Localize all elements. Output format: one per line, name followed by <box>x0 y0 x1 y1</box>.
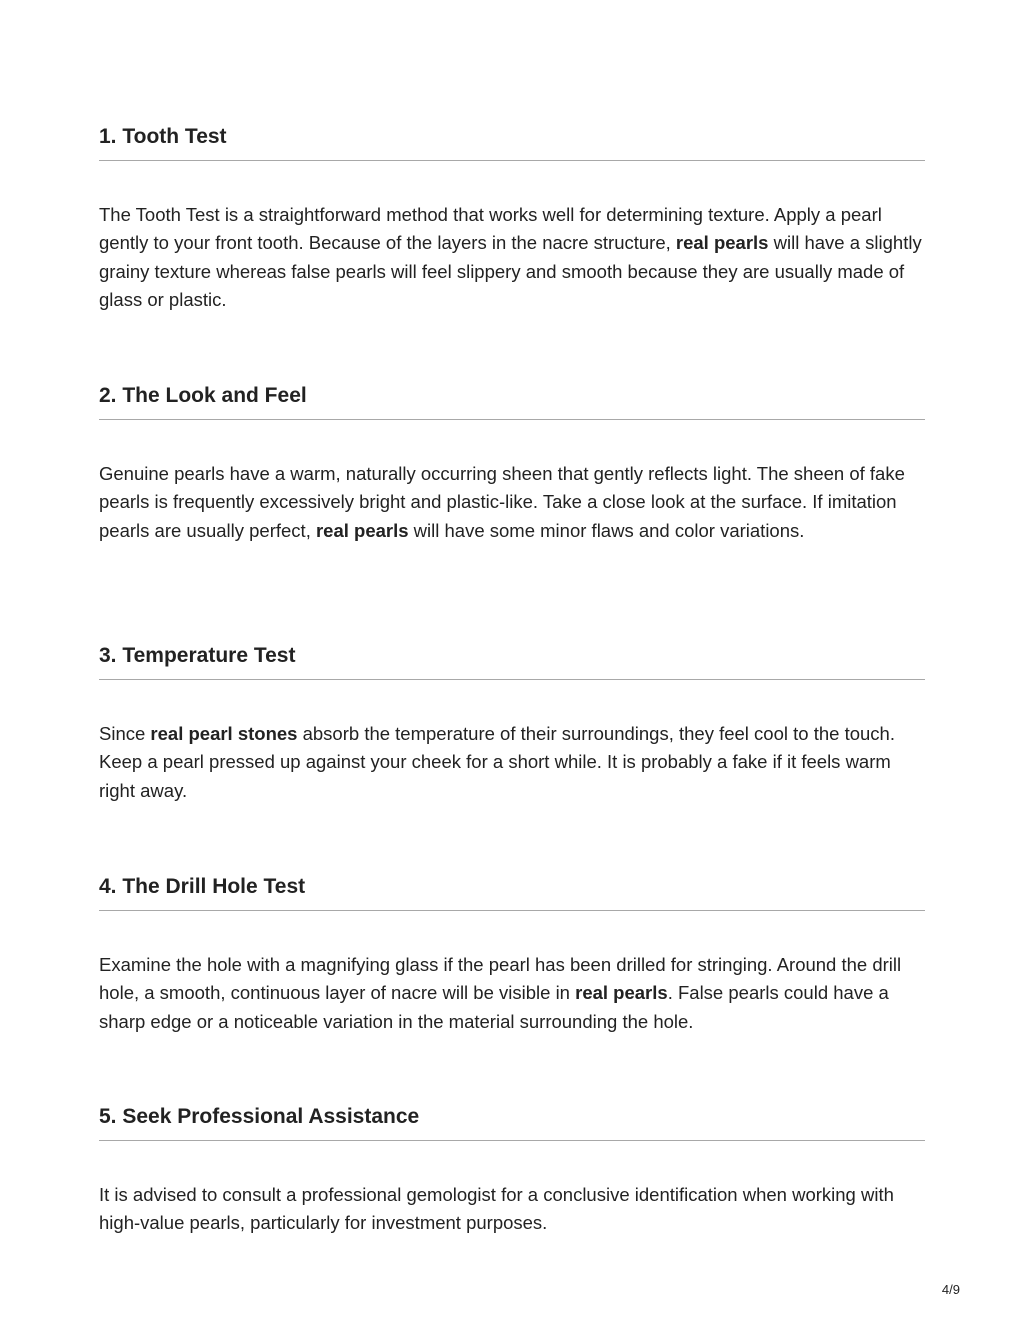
section-body <box>99 1181 925 1238</box>
section-title: 1. Tooth Test <box>99 125 227 148</box>
section-body <box>99 951 925 1036</box>
section-drill-hole-test <box>99 874 925 1036</box>
section-title: 2. The Look and Feel <box>99 384 307 407</box>
section-title: 3. Temperature Test <box>99 644 296 667</box>
section-title: 4. The Drill Hole Test <box>99 875 306 898</box>
section-professional-assistance <box>99 1104 925 1238</box>
section-look-and-feel <box>99 383 925 545</box>
body-text: will have some minor flaws and color variations. <box>408 519 805 541</box>
bold-keyword: real pearls <box>575 982 668 1004</box>
section-divider <box>99 419 925 420</box>
section-divider <box>99 1140 925 1141</box>
section-divider <box>99 160 925 161</box>
bold-keyword: real pearls <box>675 232 769 254</box>
body-text: Examine the hole with a magnifying glass if the pearl has been drilled for stringing. Around the drill hole, a smooth, continuous layer of nacre will be visible in <box>99 954 902 1004</box>
section-divider <box>99 910 925 911</box>
section-body <box>99 720 925 805</box>
body-text: Genuine pearls have a warm, naturally occurring sheen that gently reflects light. The sheen of fake pearls is frequently excessively bright and plastic-like. Take a close look at the surface. If imitation pearls are usually perfect, <box>99 463 905 541</box>
body-text: The Tooth Test is a straightforward method that works well for determining texture. Apply a pearl gently to your front tooth. Because of the layers in the nacre structure, <box>99 204 882 254</box>
section-body <box>99 460 925 545</box>
body-text: will have a slightly grainy texture whereas false pearls will feel slippery and smooth because they are usually made of glass or plastic. <box>99 232 922 310</box>
section-title: 5. Seek Professional Assistance <box>99 1105 420 1128</box>
bold-keyword: real pearls <box>315 519 409 541</box>
page-number: 4/9 <box>941 1282 960 1297</box>
section-tooth-test <box>99 124 925 314</box>
section-divider <box>99 679 925 680</box>
bold-keyword: real pearl stones <box>150 723 298 744</box>
body-text: absorb the temperature of their surroundings, they feel cool to the touch. Keep a pearl pressed up against your cheek for a short while. It is probably a fake if it feels warm right away. <box>99 723 895 801</box>
body-text: It is advised to consult a professional gemologist for a conclusive identification when working with high-value pearls, particularly for investment purposes. <box>99 1184 894 1234</box>
body-text: Since <box>99 723 151 744</box>
section-body <box>99 201 925 314</box>
body-text: . False pearls could have a sharp edge or a noticeable variation in the material surrounding the hole. <box>99 982 889 1032</box>
section-temperature-test <box>99 643 925 805</box>
